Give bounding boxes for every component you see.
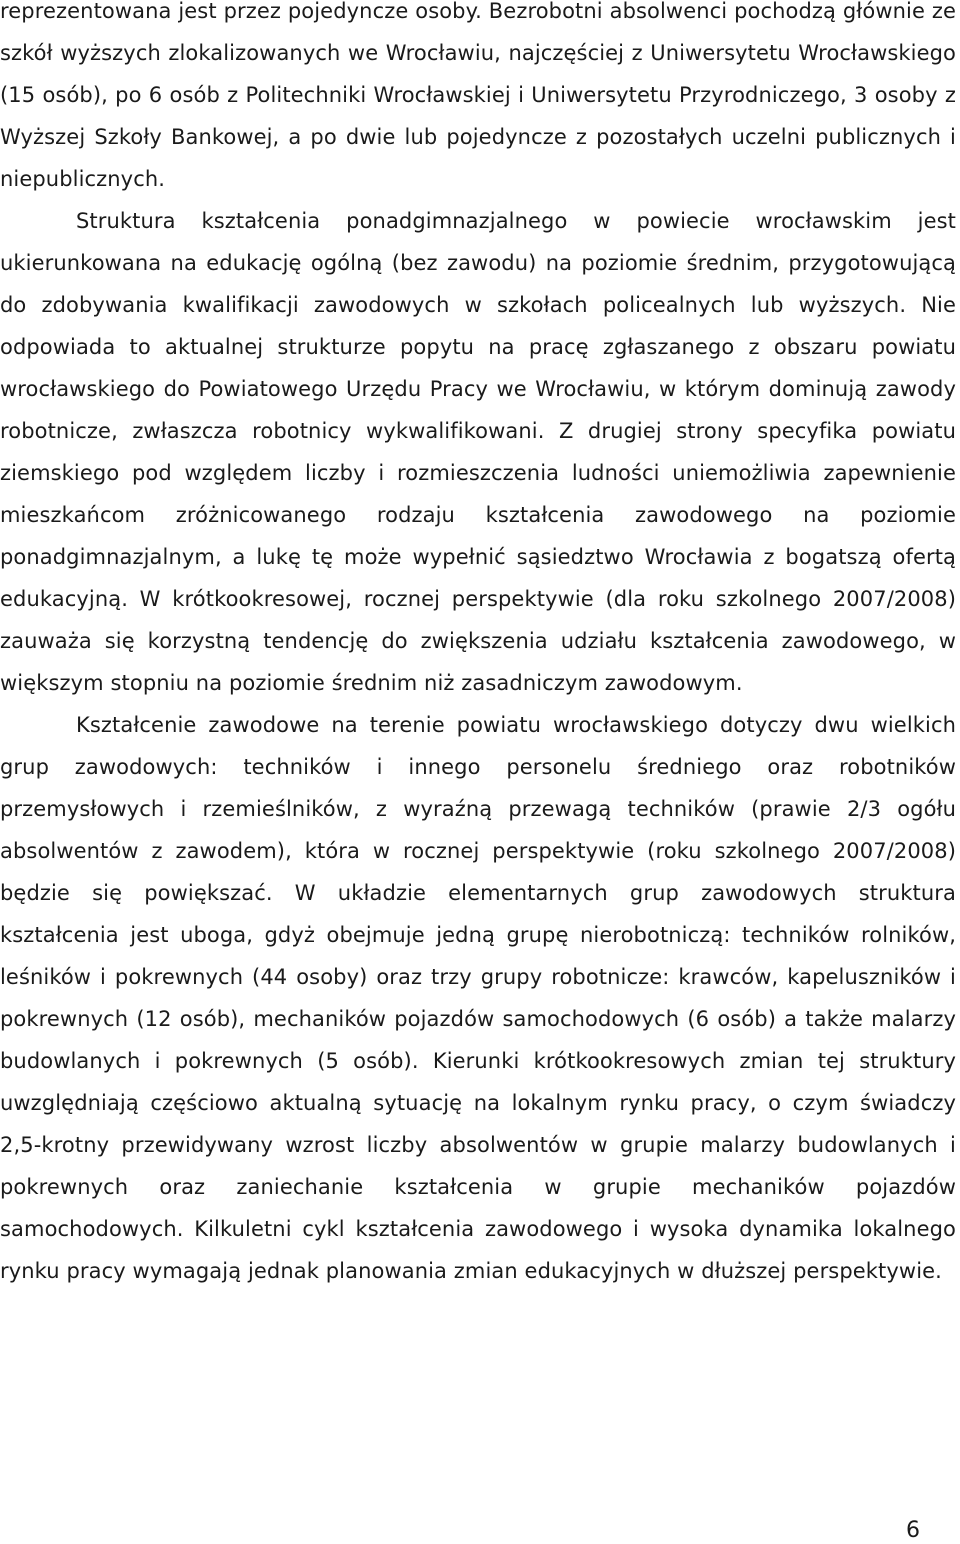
page-number: 6: [906, 1518, 920, 1543]
paragraph-continued: reprezentowana jest przez pojedyncze osoby. Bezrobotni absolwenci pochodzą głównie ze szkół wyższych zlokalizowanych we Wrocławiu, najczęściej z Uniwersytetu Wrocławskiego (15 osób), po 6 osób z Politechniki Wrocławskiej i Uniwersytetu Przyrodniczego, 3 osoby z Wyższej Szkoły Bankowej, a po dwie lub pojedyncze z pozostałych uczelni publicznych i niepublicznych.: [0, 0, 956, 191]
paragraph-vocational-training: Kształcenie zawodowe na terenie powiatu wrocławskiego dotyczy dwu wielkich grup zawodowych: techników i innego personelu średniego oraz robotników przemysłowych i rzemieślników, z wyraźną przewagą techników (prawie 2/3 ogółu absolwentów z zawodem), która w rocznej perspektywie (roku szkolnego 2007/2008) będzie się powiększać. W układzie elementarnych grup zawodowych struktura kształcenia jest uboga, gdyż obejmuje jedną grupę nierobotniczą: techników rolników, leśników i pokrewnych (44 osoby) oraz trzy grupy robotnicze: krawców, kapeluszników i pokrewnych (12 osób), mechaników pojazdów samochodowych (6 osób) a także malarzy budowlanych i pokrewnych (5 osób). Kierunki krótkookresowych zmian tej struktury uwzględniają częściowo aktualną sytuację na lokalnym rynku pracy, o czym świadczy 2,5-krotny przewidywany wzrost liczby absolwentów w grupie malarzy budowlanych i pokrewnych oraz zaniechanie kształcenia w grupie mechaników pojazdów samochodowych. Kilkuletni cykl kształcenia zawodowego i wysoka dynamika lokalnego rynku pracy wymagają jednak planowania zmian edukacyjnych w dłuższej perspektywie.: [0, 713, 956, 1283]
paragraph-education-structure: Struktura kształcenia ponadgimnazjalnego w powiecie wrocławskim jest ukierunkowana na edukację ogólną (bez zawodu) na poziomie średnim, przygotowującą do zdobywania kwalifikacji zawodowych w szkołach policealnych lub wyższych. Nie odpowiada to aktualnej strukturze popytu na pracę zgłaszanego z obszaru powiatu wrocławskiego do Powiatowego Urzędu Pracy we Wrocławiu, w którym dominują zawody robotnicze, zwłaszcza robotnicy wykwalifikowani. Z drugiej strony specyfika powiatu ziemskiego pod względem liczby i rozmieszczenia ludności uniemożliwia zapewnienie mieszkańcom zróżnicowanego rodzaju kształcenia zawodowego na poziomie ponadgimnazjalnym, a lukę tę może wypełnić sąsiedztwo Wrocławia z bogatszą ofertą edukacyjną. W krótkookresowej, rocznej perspektywie (dla roku szkolnego 2007/2008) zauważa się korzystną tendencję do zwiększenia udziału kształcenia zawodowego, w większym stopniu na poziomie średnim niż zasadniczym zawodowym.: [0, 209, 956, 695]
